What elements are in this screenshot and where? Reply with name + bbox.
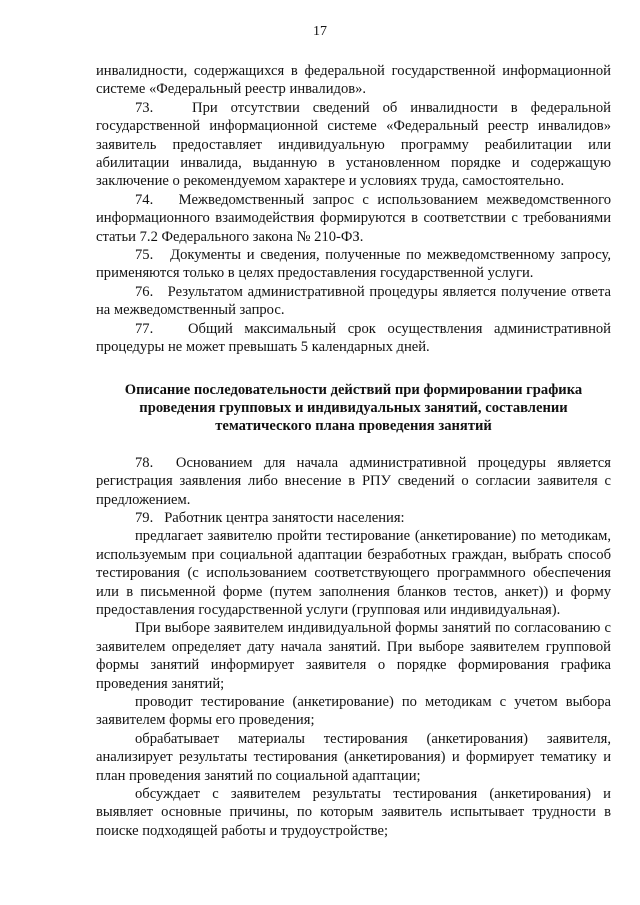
- section-heading: Описание последовательности действий при формировании графика проведения групповых и индивидуальных занятий, составлении тематического плана проведения занятий: [124, 381, 583, 435]
- paragraph-offer-testing: предлагает заявителю пройти тестирование (анкетирование) по методикам, используемым при социальной адаптации безработных граждан, выбрать способ тестирования (с использованием соответствующего программного обеспечения или в письменной форме (путем заполнения бланков тестов, анкет)) и форму предоставления государственной услуги (групповая или индивидуальная).: [96, 528, 611, 618]
- paragraph-77: 77. Общий максимальный срок осуществления административной процедуры не может превышать 5 календарных дней.: [96, 320, 611, 356]
- paragraph-process-materials: обрабатывает материалы тестирования (анкетирования) заявителя, анализирует результаты тестирования (анкетирования) и формирует тематику и план проведения занятий по социальной адаптации;: [96, 730, 611, 784]
- page-number: 17: [313, 24, 327, 39]
- paragraph-76: 76. Результатом административной процедуры является получение ответа на межведомственный запрос.: [96, 283, 611, 319]
- paragraph-discuss-results: обсуждает с заявителем результаты тестирования (анкетирования) и выявляет основные причины, по которым заявитель испытывает трудности в поиске подходящей работы и трудоустройстве;: [96, 786, 611, 839]
- paragraph-74: 74. Межведомственный запрос с использованием межведомственного информационного взаимодействия формируются в соответствии с требованиями статьи 7.2 Федерального закона № 210-ФЗ.: [96, 191, 611, 245]
- paragraph-continuation: инвалидности, содержащихся в федеральной государственной информационной системе «Федеральный реестр инвалидов».: [96, 63, 611, 98]
- paragraph-78: 78. Основанием для начала административной процедуры является регистрация заявления либо внесение в РПУ сведений о согласии заявителя с предложением.: [96, 454, 611, 508]
- document-body: [96, 62, 611, 840]
- paragraph-form-choice: При выборе заявителем индивидуальной формы занятий по согласованию с заявителем определяет дату начала занятий. При выборе заявителем групповой формы занятий информирует заявителя о порядке формирования графика проведения занятий;: [96, 620, 611, 692]
- paragraph-79: 79. Работник центра занятости населения:: [135, 509, 405, 526]
- paragraph-73: 73. При отсутствии сведений об инвалидности в федеральной государственной информационной системе «Федеральный реестр инвалидов» заявитель предоставляет индивидуальную программу реабилитации или абилитации инвалида, выданную в установленном порядке и содержащую заключение о рекомендуемом характере и условиях труда, самостоятельно.: [96, 99, 611, 190]
- paragraph-conduct-testing: проводит тестирование (анкетирование) по методикам с учетом выбора заявителем формы его проведения;: [96, 694, 611, 729]
- paragraph-75: 75. Документы и сведения, полученные по межведомственному запросу, применяются только в целях предоставления государственной услуги.: [96, 247, 611, 282]
